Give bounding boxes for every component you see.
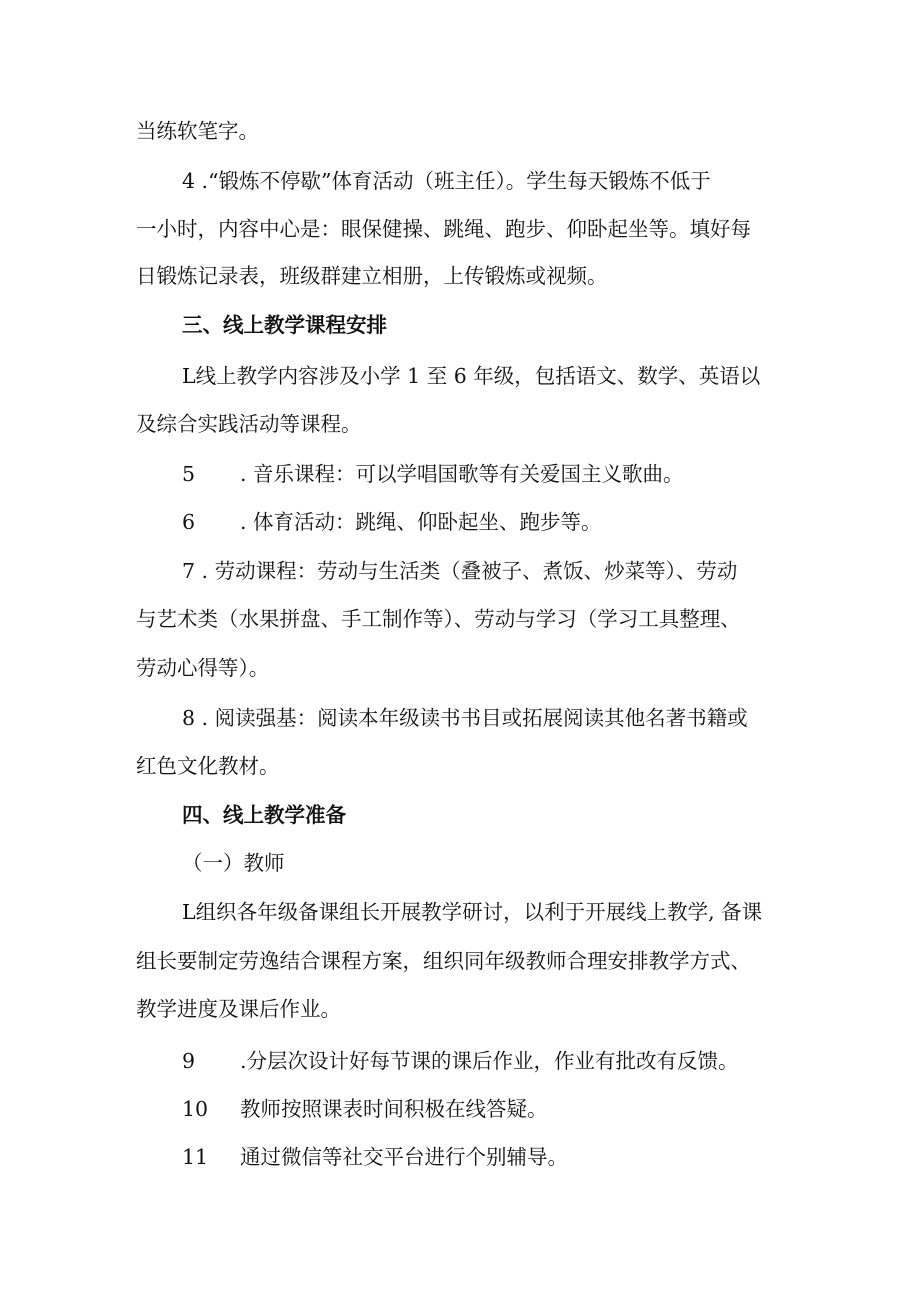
list-item-number: 10 — [182, 1097, 209, 1121]
list-item-number: 11 — [182, 1145, 209, 1169]
paragraph-line: 4 .“锻炼不停歇”体育活动（班主任）。学生每天锻炼不低于 — [182, 169, 711, 193]
paragraph-line: L组织各年级备课组长开展教学研讨，以利于开展线上教学, 备课 — [182, 900, 763, 924]
list-item-text: .分层次设计好每节课的课后作业，作业有批改有反馈。 — [240, 1049, 739, 1073]
list-item — [182, 464, 684, 485]
list-item-text: . 音乐课程：可以学唱国歌等有关爱国主义歌曲。 — [240, 462, 684, 486]
list-item — [182, 1099, 548, 1120]
list-item — [182, 512, 602, 533]
paragraph-line: 及综合实践活动等课程。 — [136, 412, 362, 436]
paragraph-line: 7 . 劳动课程：劳动与生活类（叠被子、煮饭、炒菜等）、劳动 — [182, 559, 738, 583]
list-item-number: 6 — [182, 510, 196, 534]
section-heading: 三、线上教学课程安排 — [182, 313, 387, 337]
paragraph-line: 8 . 阅读强基：阅读本年级读书书目或拓展阅读其他名著书籍或 — [182, 706, 748, 730]
subsection-heading: （一）教师 — [182, 851, 285, 875]
list-item-text: . 体育活动：跳绳、仰卧起坐、跑步等。 — [240, 510, 602, 534]
section-heading: 四、线上教学准备 — [182, 803, 346, 827]
list-item-text: 教师按照课表时间积极在线答疑。 — [240, 1097, 548, 1121]
paragraph-line: 红色文化教材。 — [136, 754, 280, 778]
paragraph-line: 与艺术类（水果拼盘、手工制作等）、劳动与学习（学习工具整理、 — [136, 607, 741, 631]
list-item — [182, 1147, 568, 1168]
list-item-number: 5 — [182, 462, 196, 486]
list-item — [182, 1051, 739, 1072]
paragraph-line: 组长要制定劳逸结合课程方案，组织同年级教师合理安排教学方式、 — [136, 949, 751, 973]
paragraph-line: 当练软笔字。 — [136, 119, 259, 143]
paragraph-line: 劳动心得等）。 — [136, 656, 270, 680]
paragraph-line: L线上教学内容涉及小学 1 至 6 年级，包括语文、数学、英语以 — [182, 364, 761, 388]
list-item-text: 通过微信等社交平台进行个别辅导。 — [240, 1145, 568, 1169]
paragraph-line: 一小时，内容中心是：眼保健操、跳绳、跑步、仰卧起坐等。填好每 — [136, 217, 751, 241]
paragraph-line: 日锻炼记录表，班级群建立相册，上传锻炼或视频。 — [136, 264, 608, 288]
list-item-number: 9 — [182, 1049, 196, 1073]
paragraph-line: 教学进度及课后作业。 — [136, 997, 341, 1021]
